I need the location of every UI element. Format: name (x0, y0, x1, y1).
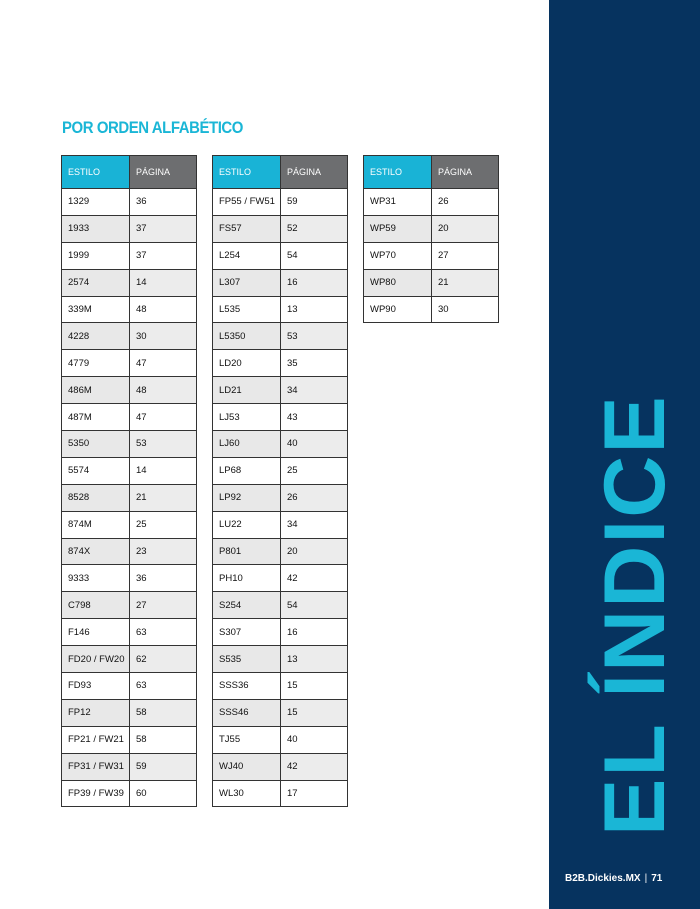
page-cell: 58 (130, 699, 197, 726)
page-cell: 23 (130, 538, 197, 565)
table-row (364, 189, 499, 216)
style-cell: LD20 (213, 350, 281, 377)
style-cell: PH10 (213, 565, 281, 592)
style-cell: WP90 (364, 296, 432, 323)
footer-site: B2B.Dickies.MX (565, 873, 641, 884)
column-header-page: PÁGINA (432, 156, 499, 189)
table-row (213, 538, 348, 565)
page-cell: 53 (281, 323, 348, 350)
table-row (364, 269, 499, 296)
table-row (213, 484, 348, 511)
page-cell: 52 (281, 215, 348, 242)
page-cell: 42 (281, 565, 348, 592)
table-row (62, 511, 197, 538)
table-row (62, 726, 197, 753)
column-header-style: ESTILO (213, 156, 281, 189)
table-row (62, 484, 197, 511)
page-cell: 20 (281, 538, 348, 565)
table-row (62, 350, 197, 377)
style-cell: 2574 (62, 269, 130, 296)
table-row (213, 726, 348, 753)
style-cell: TJ55 (213, 726, 281, 753)
style-cell: LD21 (213, 377, 281, 404)
style-cell: L5350 (213, 323, 281, 350)
page-cell: 36 (130, 565, 197, 592)
style-cell: FP55 / FW51 (213, 189, 281, 216)
style-cell: FP31 / FW31 (62, 753, 130, 780)
page-cell: 59 (281, 189, 348, 216)
style-cell: 874M (62, 511, 130, 538)
table-row (213, 296, 348, 323)
style-cell: 486M (62, 377, 130, 404)
table-row (364, 242, 499, 269)
table-row (62, 673, 197, 700)
page-cell: 42 (281, 753, 348, 780)
style-cell: WP70 (364, 242, 432, 269)
footer (565, 873, 662, 884)
page-cell: 54 (281, 242, 348, 269)
table-row (62, 699, 197, 726)
page-cell: 47 (130, 350, 197, 377)
style-cell: 5350 (62, 431, 130, 458)
table-row (62, 619, 197, 646)
page-cell: 63 (130, 673, 197, 700)
style-cell: WP80 (364, 269, 432, 296)
style-cell: 487M (62, 404, 130, 431)
style-cell: 1329 (62, 189, 130, 216)
style-cell: FP12 (62, 699, 130, 726)
table-row (213, 457, 348, 484)
page-cell: 26 (281, 484, 348, 511)
page-cell: 13 (281, 296, 348, 323)
style-cell: WP59 (364, 215, 432, 242)
table-row (62, 404, 197, 431)
style-cell: LJ60 (213, 431, 281, 458)
column-header-page: PÁGINA (130, 156, 197, 189)
column-header-style: ESTILO (62, 156, 130, 189)
style-cell: 9333 (62, 565, 130, 592)
page-cell: 25 (281, 457, 348, 484)
side-title: EL ÍNDICE (587, 394, 683, 836)
page-cell: 16 (281, 619, 348, 646)
page-cell: 43 (281, 404, 348, 431)
index-table-1 (61, 155, 197, 807)
table-row (213, 619, 348, 646)
index-table-2 (212, 155, 348, 807)
style-cell: WL30 (213, 780, 281, 807)
table-row (213, 323, 348, 350)
table-row (213, 189, 348, 216)
page-cell: 26 (432, 189, 499, 216)
table-row (62, 753, 197, 780)
page-cell: 21 (432, 269, 499, 296)
table-row (62, 592, 197, 619)
table-row (62, 242, 197, 269)
table-row (213, 699, 348, 726)
table-row (62, 565, 197, 592)
page-cell: 48 (130, 296, 197, 323)
page-cell: 48 (130, 377, 197, 404)
page-cell: 47 (130, 404, 197, 431)
table-row (62, 189, 197, 216)
footer-separator: | (644, 873, 648, 884)
style-cell: WJ40 (213, 753, 281, 780)
page-cell: 25 (130, 511, 197, 538)
page-cell: 54 (281, 592, 348, 619)
page-cell: 58 (130, 726, 197, 753)
page-cell: 40 (281, 431, 348, 458)
style-cell: WP31 (364, 189, 432, 216)
column-header-page: PÁGINA (281, 156, 348, 189)
style-cell: L254 (213, 242, 281, 269)
page-cell: 21 (130, 484, 197, 511)
page-cell: 16 (281, 269, 348, 296)
table-row (213, 780, 348, 807)
page-cell: 15 (281, 673, 348, 700)
page-cell: 14 (130, 457, 197, 484)
page-cell: 34 (281, 511, 348, 538)
table-row (62, 431, 197, 458)
page-number: 71 (651, 873, 663, 884)
page-cell: 30 (130, 323, 197, 350)
page-cell: 59 (130, 753, 197, 780)
style-cell: S254 (213, 592, 281, 619)
style-cell: LP92 (213, 484, 281, 511)
page-cell: 37 (130, 215, 197, 242)
page-heading: POR ORDEN ALFABÉTICO (62, 118, 243, 137)
table-row (213, 377, 348, 404)
style-cell: LJ53 (213, 404, 281, 431)
table-row (62, 269, 197, 296)
page-cell: 27 (432, 242, 499, 269)
style-cell: 4779 (62, 350, 130, 377)
page-cell: 17 (281, 780, 348, 807)
table-row (213, 592, 348, 619)
table-row (213, 565, 348, 592)
style-cell: S535 (213, 646, 281, 673)
style-cell: P801 (213, 538, 281, 565)
table-row (62, 457, 197, 484)
page-cell: 14 (130, 269, 197, 296)
style-cell: 5574 (62, 457, 130, 484)
style-cell: FS57 (213, 215, 281, 242)
style-cell: FP21 / FW21 (62, 726, 130, 753)
column-header-style: ESTILO (364, 156, 432, 189)
page-cell: 35 (281, 350, 348, 377)
page-cell: 62 (130, 646, 197, 673)
table-row (62, 780, 197, 807)
page-cell: 27 (130, 592, 197, 619)
table-row (213, 215, 348, 242)
table-row (213, 511, 348, 538)
page-cell: 60 (130, 780, 197, 807)
style-cell: LU22 (213, 511, 281, 538)
style-cell: FD93 (62, 673, 130, 700)
table-row (213, 646, 348, 673)
style-cell: C798 (62, 592, 130, 619)
table-row (364, 296, 499, 323)
style-cell: F146 (62, 619, 130, 646)
page-cell: 30 (432, 296, 499, 323)
table-row (213, 242, 348, 269)
style-cell: L535 (213, 296, 281, 323)
page-cell: 13 (281, 646, 348, 673)
style-cell: SSS36 (213, 673, 281, 700)
page-cell: 34 (281, 377, 348, 404)
page-cell: 37 (130, 242, 197, 269)
table-row (213, 350, 348, 377)
style-cell: 8528 (62, 484, 130, 511)
index-table-3 (363, 155, 499, 323)
style-cell: L307 (213, 269, 281, 296)
page-cell: 40 (281, 726, 348, 753)
style-cell: 1933 (62, 215, 130, 242)
table-row (62, 296, 197, 323)
style-cell: 339M (62, 296, 130, 323)
table-row (213, 404, 348, 431)
table-row (213, 753, 348, 780)
style-cell: SSS46 (213, 699, 281, 726)
table-row (62, 215, 197, 242)
table-row (62, 646, 197, 673)
page-cell: 15 (281, 699, 348, 726)
table-row (213, 673, 348, 700)
style-cell: 874X (62, 538, 130, 565)
table-row (213, 431, 348, 458)
style-cell: LP68 (213, 457, 281, 484)
style-cell: FD20 / FW20 (62, 646, 130, 673)
table-row (62, 377, 197, 404)
style-cell: FP39 / FW39 (62, 780, 130, 807)
table-row (62, 323, 197, 350)
table-row (62, 538, 197, 565)
page-cell: 20 (432, 215, 499, 242)
page-cell: 63 (130, 619, 197, 646)
table-row (364, 215, 499, 242)
table-row (213, 269, 348, 296)
page-cell: 53 (130, 431, 197, 458)
page-cell: 36 (130, 189, 197, 216)
style-cell: S307 (213, 619, 281, 646)
style-cell: 4228 (62, 323, 130, 350)
style-cell: 1999 (62, 242, 130, 269)
